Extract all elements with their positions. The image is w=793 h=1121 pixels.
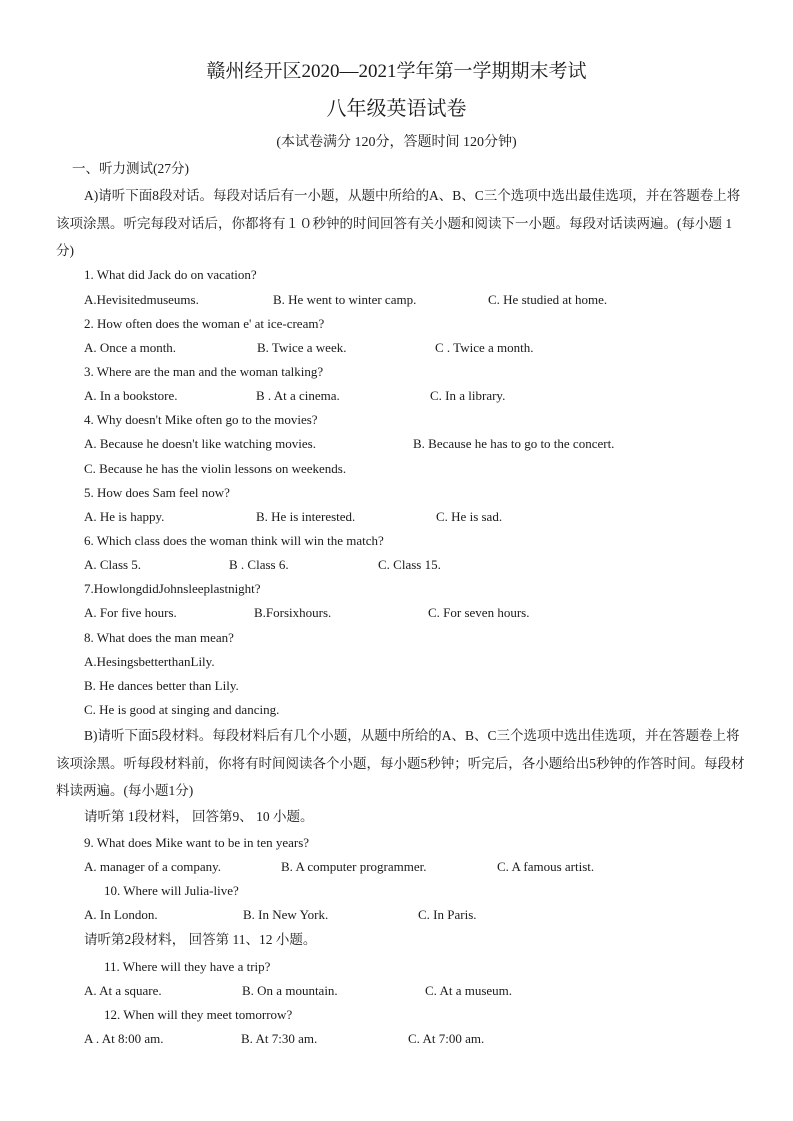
option-c: C . Twice a month. — [435, 340, 534, 355]
part-b-instructions: B)请听下面5段材料。每段材料后有几个小题，从题中所给的A、B、C三个选项中选出佳选项，并在答题卷上将该项涂黑。听每段材料前，你将有时间阅读各个小题，每小题5秒钟；听完后，各小题给出5秒钟的作答时间。每段材料读两遍。(每小题1分) — [56, 728, 745, 798]
question-stem: 5. How does Sam feel now? — [84, 485, 230, 500]
section-heading: 一、听力测试(27分) — [72, 161, 189, 176]
option-c: C. At a museum. — [425, 983, 513, 998]
option-c: C. At 7:00 am. — [408, 1031, 485, 1046]
option-b: B. Twice a week. — [257, 340, 347, 355]
question-stem: 3. Where are the man and the woman talking? — [84, 364, 324, 379]
option-c: C. In a library. — [430, 388, 506, 403]
option-c: C. For seven hours. — [428, 605, 530, 620]
option-a: A. In London. — [84, 907, 158, 922]
option-c: C. He is sad. — [436, 509, 503, 524]
option-b: B. On a mountain. — [242, 983, 338, 998]
option-a: A. manager of a company. — [84, 859, 222, 874]
option-a: A. In a bookstore. — [84, 388, 178, 403]
option-b: B. At 7:30 am. — [241, 1031, 318, 1046]
option-b: B . At a cinema. — [256, 388, 340, 403]
exam-subtitle: 八年级英语试卷 — [326, 98, 467, 120]
option-c: C. A famous artist. — [497, 859, 595, 874]
part-a-instructions: A)请听下面8段对话。每段对话后有一小题，从题中所给的A、B、C三个选项中选出最佳选项，并在答题卷上将该项涂黑。听完每段对话后，你都将有１０秒钟的时间回答有关小题和阅读下一小题。每段对话读两遍。(每小题 1分) — [56, 188, 741, 258]
option-a: A. For five hours. — [84, 605, 177, 620]
option-a: A. He is happy. — [84, 509, 165, 524]
question-stem: 12. When will they meet tomorrow? — [104, 1007, 293, 1022]
option-c: C. He is good at singing and dancing. — [84, 702, 280, 717]
question-stem: 11. Where will they have a trip? — [104, 959, 271, 974]
question-stem: 6. Which class does the woman think will win the match? — [84, 533, 384, 548]
option-a: A. At a square. — [84, 983, 162, 998]
material-1-intro: 请听第 1段材料， 回答第9、 10 小题。 — [84, 809, 314, 824]
option-c: C. In Paris. — [418, 907, 477, 922]
option-a: A. Class 5. — [84, 557, 142, 572]
question-stem: 8. What does the man mean? — [84, 630, 234, 645]
option-b: B. A computer programmer. — [281, 859, 427, 874]
exam-title: 赣州经开区2020—2021学年第一学期期末考试 — [206, 61, 587, 82]
option-b: B.Forsixhours. — [254, 605, 332, 620]
option-b: B. He dances better than Lily. — [84, 678, 239, 693]
option-c: C. Because he has the violin lessons on weekends. — [84, 461, 347, 476]
exam-note: (本试卷满分 120分，答题时间 120分钟) — [276, 135, 517, 150]
option-a: A. Once a month. — [84, 340, 177, 355]
question-stem: 2. How often does the woman e' at ice-cream? — [84, 316, 325, 331]
option-a: A . At 8:00 am. — [84, 1031, 164, 1046]
question-stem: 1. What did Jack do on vacation? — [84, 267, 257, 282]
option-b: B. In New York. — [243, 907, 329, 922]
option-c: C. Class 15. — [378, 557, 441, 572]
option-a: A.HesingsbetterthanLily. — [84, 654, 215, 669]
option-a: A. Because he doesn't like watching movies. — [84, 436, 316, 451]
option-b: B . Class 6. — [229, 557, 289, 572]
question-stem: 7.HowlongdidJohnsleeplastnight? — [84, 581, 261, 596]
question-stem: 10. Where will Julia-live? — [104, 883, 239, 898]
material-2-intro: 请听第2段材料， 回答第 11、12 小题。 — [84, 932, 317, 947]
option-b: B. He is interested. — [256, 509, 356, 524]
question-stem: 9. What does Mike want to be in ten years? — [84, 835, 310, 850]
option-b: B. Because he has to go to the concert. — [413, 436, 615, 451]
option-c: C. He studied at home. — [488, 292, 608, 307]
option-b: B. He went to winter camp. — [273, 292, 417, 307]
question-stem: 4. Why doesn't Mike often go to the movies? — [84, 412, 318, 427]
option-a: A.Hevisitedmuseums. — [84, 292, 199, 307]
